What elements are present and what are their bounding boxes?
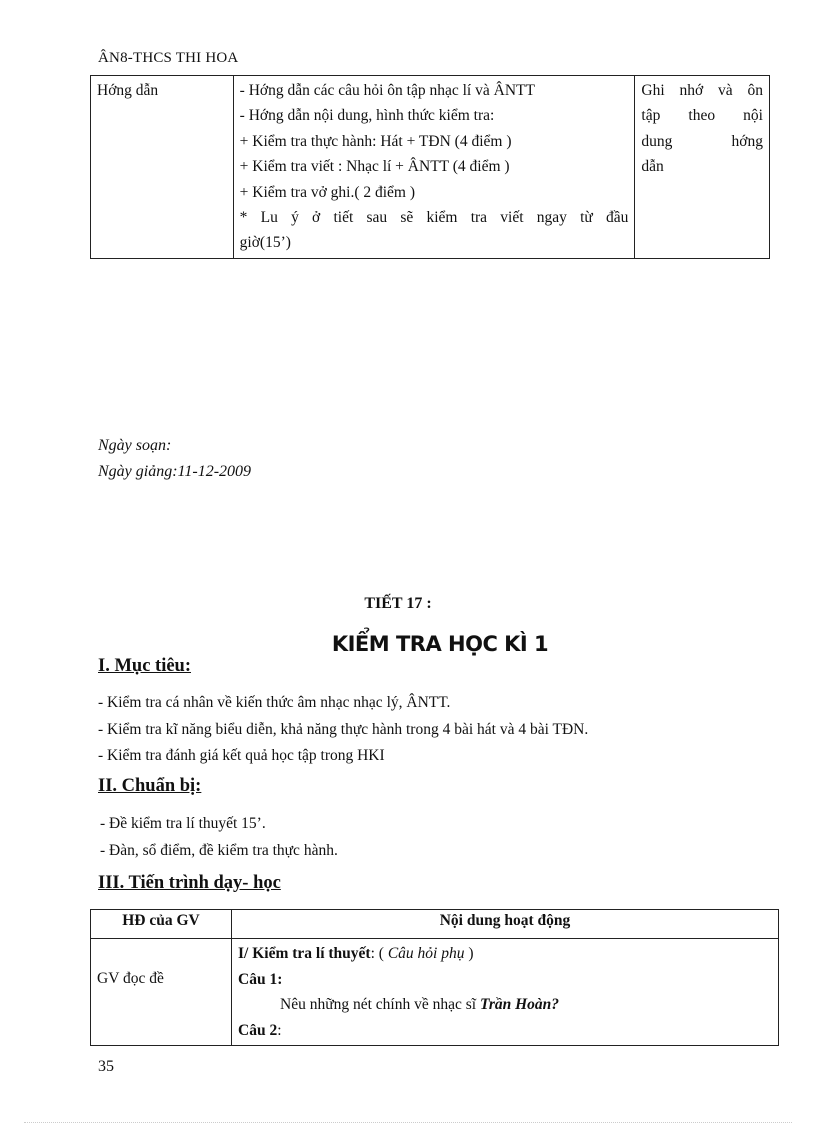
- question-1-text: [238, 992, 772, 1018]
- question-2-title: Câu 2: [238, 1021, 278, 1039]
- student-line: Ghi nhớ và ôn: [641, 82, 763, 99]
- preparation-item: - Đàn, sổ điểm, đề kiểm tra thực hành.: [100, 841, 338, 859]
- content-line: + Kiểm tra vở ghi.( 2 điểm ): [239, 183, 416, 201]
- part-title: I/ Kiểm tra lí thuyết: [238, 945, 371, 962]
- content-line: - Hớng dẫn nội dung, hình thức kiểm tra:: [239, 107, 495, 125]
- question-1-label: [238, 967, 772, 993]
- preparation-item: - Đề kiểm tra lí thuyết 15’.: [100, 815, 266, 832]
- lesson-title-text: KIỂM TRA HỌC KÌ 1: [331, 632, 549, 656]
- objective-item: - Kiểm tra cá nhân về kiến thức âm nhạc nhạc lý, ÂNTT.: [98, 694, 451, 711]
- dates-block: [98, 433, 251, 485]
- student-cell: [635, 76, 770, 259]
- teacher-column-header: HĐ của GV: [91, 910, 232, 939]
- content-line: giờ(15’): [239, 234, 291, 252]
- objective-item: - Kiểm tra kĩ năng biểu diễn, khả năng thực hành trong 4 bài hát và 4 bài TĐN.: [98, 720, 589, 738]
- section-process-heading: III. Tiến trình dạy- học: [98, 873, 281, 893]
- student-line: dung hớng: [641, 132, 763, 150]
- process-table: [90, 909, 779, 1046]
- question-1-title: Câu 1:: [238, 970, 283, 988]
- content-column-header: Nội dung hoạt động: [232, 910, 779, 939]
- part-close: ): [464, 945, 474, 962]
- section-preparation-heading: II. Chuẩn bị:: [98, 776, 202, 796]
- teacher-activity-cell: [91, 939, 232, 1046]
- page-number: 35: [98, 1058, 114, 1075]
- lesson-number-text: TIẾT 17 :: [364, 595, 432, 612]
- question-2-label: [238, 1018, 772, 1044]
- section-objectives-heading: I. Mục tiêu:: [98, 656, 191, 676]
- content-line: + Kiểm tra viết : Nhạc lí + ÂNTT (4 điểm ): [239, 158, 510, 176]
- guidance-table: [90, 75, 770, 259]
- question-1-name: Trần Hoàn?: [479, 996, 560, 1013]
- part-note: Câu hỏi phụ: [387, 945, 465, 962]
- student-line: dẫn: [641, 158, 664, 176]
- objective-item: - Kiểm tra đánh giá kết quả học tập trong HKI: [98, 747, 385, 764]
- activity-content-cell: [232, 939, 779, 1046]
- teacher-activity: GV đọc đề: [97, 970, 164, 987]
- content-cell: [233, 76, 635, 259]
- question-2-colon: :: [277, 1021, 282, 1039]
- part-colon: : (: [370, 945, 388, 962]
- preparation-list: [100, 811, 338, 864]
- lesson-title: [0, 632, 816, 656]
- content-line: * Lu ý ở tiết sau sẽ kiểm tra viết ngay từ đầu: [239, 209, 629, 227]
- content-line: - Hớng dẫn các câu hỏi ôn tập nhạc lí và ÂNTT: [239, 82, 535, 99]
- activity-cell: Hớng dẫn: [91, 76, 234, 259]
- part-heading: [238, 941, 772, 967]
- question-1-body: Nêu những nét chính về nhạc sĩ: [280, 996, 480, 1013]
- content-line: + Kiểm tra thực hành: Hát + TĐN (4 điểm ): [239, 132, 512, 150]
- teaching-date: Ngày giảng:11-12-2009: [98, 463, 252, 480]
- preparation-date: Ngày soạn:: [98, 437, 172, 454]
- lesson-number: [0, 595, 816, 613]
- document-header: ÂN8-THCS THI HOA: [98, 50, 239, 66]
- student-line: tập theo nội: [641, 107, 763, 125]
- objectives-list: [98, 690, 588, 770]
